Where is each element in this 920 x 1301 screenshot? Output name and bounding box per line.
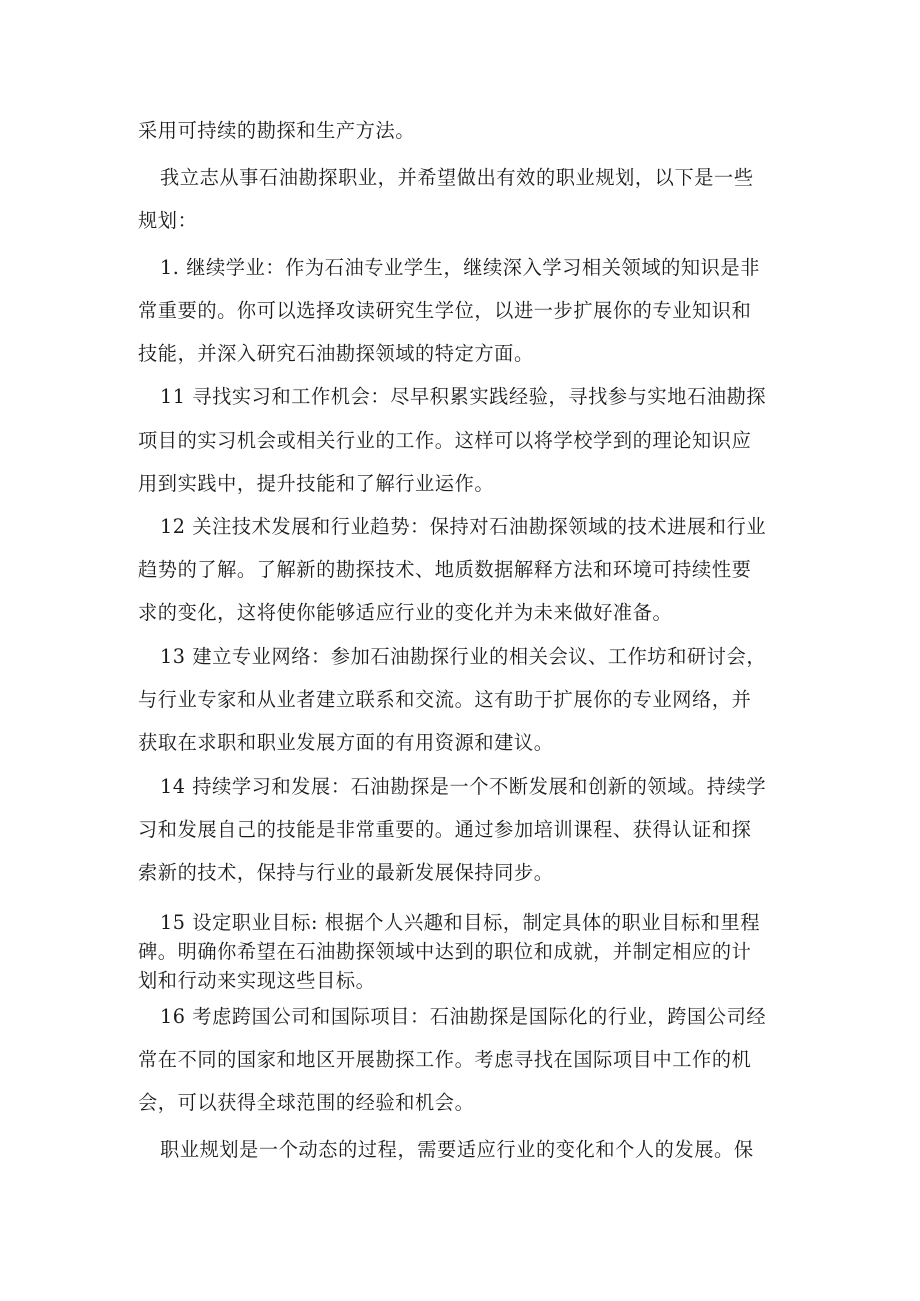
list-item-14-line: 索新的技术，保持与行业的最新发展保持同步。 bbox=[138, 861, 554, 884]
list-item-15-line: 15 设定职业目标: 根据个人兴趣和目标，制定具体的职业目标和里程 bbox=[160, 911, 761, 934]
list-item-12-line: 趋势的了解。了解新的勘探技术、地质数据解释方法和环境可持续性要 bbox=[138, 558, 752, 581]
list-item-16-line: 会，可以获得全球范围的经验和机会。 bbox=[138, 1091, 475, 1114]
list-item-1-line: 技能，并深入研究石油勘探领域的特定方面。 bbox=[138, 342, 534, 365]
list-item-12-line: 求的变化，这将使你能够适应行业的变化并为未来做好准备。 bbox=[138, 601, 673, 624]
closing-paragraph-line: 职业规划是一个动态的过程，需要适应行业的变化和个人的发展。保 bbox=[160, 1138, 754, 1161]
paragraph-line: 采用可持续的勘探和生产方法。 bbox=[138, 119, 416, 142]
list-item-13-line: 获取在求职和职业发展方面的有用资源和建议。 bbox=[138, 731, 554, 754]
list-item-15-line: 碑。明确你希望在石油勘探领域中达到的职位和成就，并制定相应的计 bbox=[138, 940, 752, 963]
list-item-15-line: 划和行动来实现这些目标。 bbox=[138, 969, 376, 992]
list-item-1-line: 1. 继续学业：作为石油专业学生，继续深入学习相关领域的知识是非 bbox=[160, 256, 761, 279]
list-item-1-line: 常重要的。你可以选择攻读研究生学位，以进一步扩展你的专业知识和 bbox=[138, 299, 752, 322]
list-item-14-line: 14 持续学习和发展：石油勘探是一个不断发展和创新的领域。持续学 bbox=[160, 775, 767, 798]
list-item-13-line: 与行业专家和从业者建立联系和交流。这有助于扩展你的专业网络，并 bbox=[138, 688, 752, 711]
list-item-11-line: 用到实践中，提升技能和了解行业运作。 bbox=[138, 472, 495, 495]
list-item-14-line: 习和发展自己的技能是非常重要的。通过参加培训课程、获得认证和探 bbox=[138, 818, 752, 841]
list-item-12-line: 12 关注技术发展和行业趋势：保持对石油勘探领域的技术进展和行业 bbox=[160, 515, 767, 538]
list-item-16-line: 常在不同的国家和地区开展勘探工作。考虑寻找在国际项目中工作的机 bbox=[138, 1048, 752, 1071]
intro-paragraph-line: 规划： bbox=[138, 209, 198, 232]
intro-paragraph-line: 我立志从事石油勘探职业，并希望做出有效的职业规划，以下是一些 bbox=[160, 166, 754, 189]
list-item-11-line: 项目的实习机会或相关行业的工作。这样可以将学校学到的理论知识应 bbox=[138, 429, 752, 452]
list-item-11-line: 11 寻找实习和工作机会：尽早积累实践经验，寻找参与实地石油勘探 bbox=[160, 385, 767, 408]
list-item-13-line: 13 建立专业网络：参加石油勘探行业的相关会议、工作坊和研讨会， bbox=[160, 645, 767, 668]
list-item-16-line: 16 考虑跨国公司和国际项目：石油勘探是国际化的行业，跨国公司经 bbox=[160, 1005, 767, 1028]
